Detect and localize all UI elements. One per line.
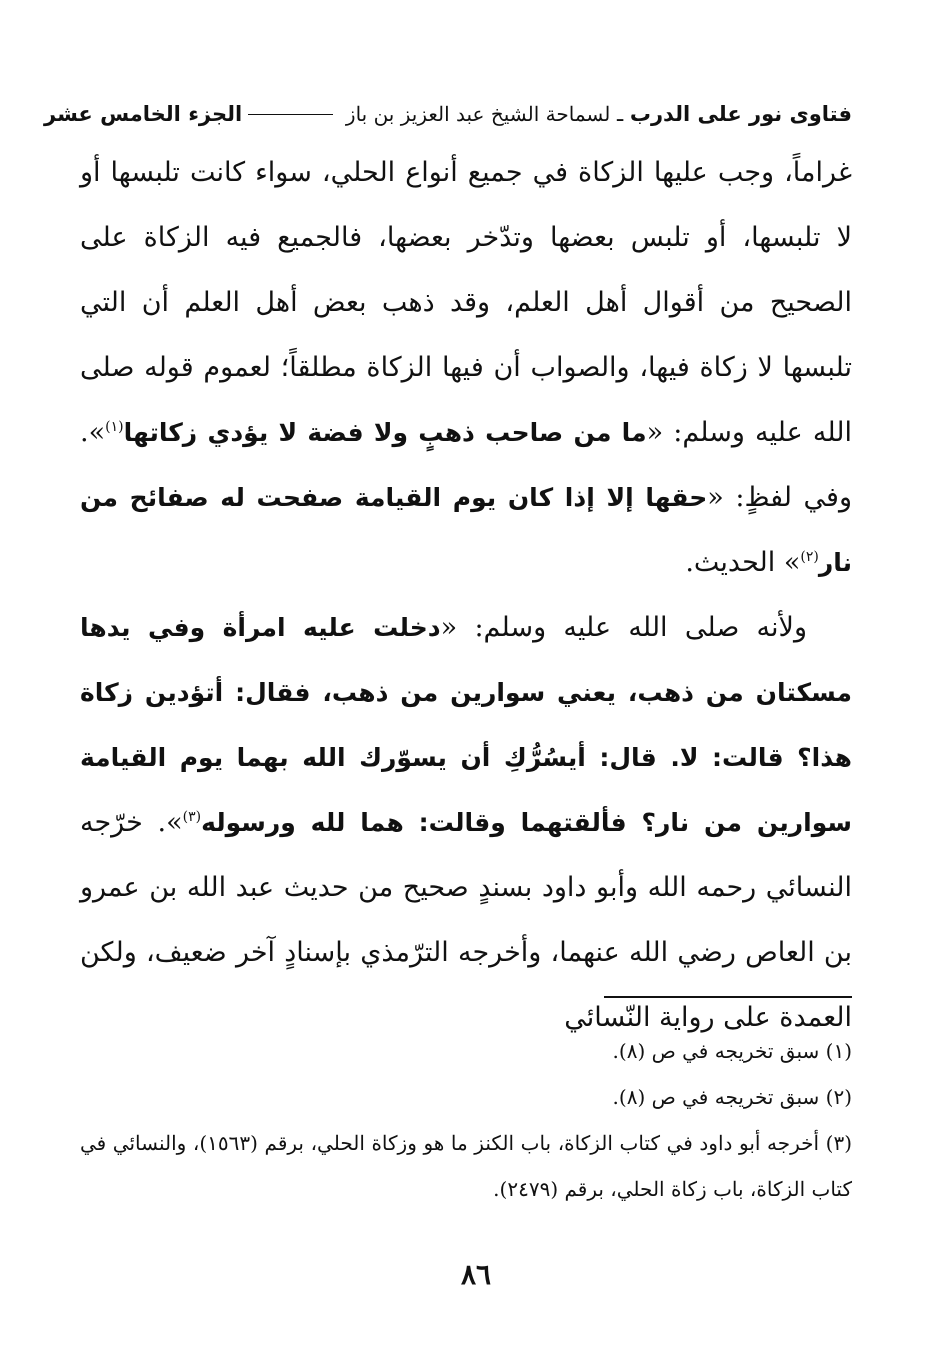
author-line: لسماحة الشيخ عبد العزيز بن باز	[345, 102, 611, 126]
footnote-3: (٣) أخرجه أبو داود في كتاب الزكاة، باب الكنز ما هو وزكاة الحلي، برقم (١٥٦٣)، والنسائي في كتاب الزكاة، باب زكاة الحلي، برقم (٢٤٧٩).	[80, 1131, 852, 1201]
p1-text-b: ». وفي لفظٍ: «	[80, 417, 852, 513]
footnote-1: (١) سبق تخريجه في ص (٨).	[612, 1039, 852, 1063]
footnote-separator	[604, 996, 852, 998]
main-text	[80, 140, 852, 1050]
p1-text-a: غراماً، وجب عليها الزكاة في جميع أنواع الحلي، سواء كانت تلبسها أو لا تلبسها، أو تلبس بعضها وتدّخر بعضها، فالجميع فيه الزكاة على الصحيح من أقوال أهل العلم، وقد ذهب بعض أهل العلم أن التي تلبسها لا زكاة فيها، والصواب أن فيها الزكاة مطلقاً؛ لعموم قوله صلى الله عليه وسلم: «	[80, 157, 853, 448]
header-separator: ـ	[610, 102, 624, 126]
p2-text-a: ولأنه صلى الله عليه وسلم: «	[440, 612, 807, 643]
p1-text-c: » الحديث.	[685, 547, 801, 578]
header-dash	[248, 114, 333, 115]
header-book-title	[242, 102, 852, 126]
footnote-ref-2: (٢)	[800, 549, 819, 565]
paragraph-1	[80, 140, 852, 595]
running-header	[44, 86, 852, 126]
volume-title: الجزء الخامس عشر	[44, 102, 243, 126]
footnote-ref-1: (١)	[105, 419, 124, 435]
hadith-2: حقها إلا إذا كان يوم القيامة صفحت له صفائح من نار	[80, 483, 852, 577]
p2-text-b: ». خرّجه النسائي رحمه الله وأبو داود بسندٍ صحيح من حديث عبد الله بن عمرو بن العاص رضي الله عنهما، وأخرجه الترّمذي بإسنادٍ آخر ضعيف، ولكن العمدة على رواية النّسائي	[80, 807, 852, 1033]
footnotes	[80, 1028, 852, 1212]
footnote-2: (٢) سبق تخريجه في ص (٨).	[612, 1085, 852, 1109]
footnote-ref-3: (٣)	[182, 809, 202, 825]
hadith-3: دخلت عليه امرأة وفي يدها مسكتان من ذهب، يعني سوارين من ذهب، فقال: أتؤدين زكاة هذا؟ قالت: لا. قال: أيسُرُّكِ أن يسوّرك الله بهما يوم القيامة سوارين من نار؟ فألقتهما وقالت: هما لله ورسوله	[80, 613, 852, 837]
page-number: ٨٦	[460, 1258, 492, 1291]
paragraph-2	[80, 595, 852, 1050]
book-title: فتاوى نور على الدرب	[629, 102, 852, 126]
hadith-1: ما من صاحب ذهبٍ ولا فضة لا يؤدي زكاتها	[123, 418, 647, 447]
